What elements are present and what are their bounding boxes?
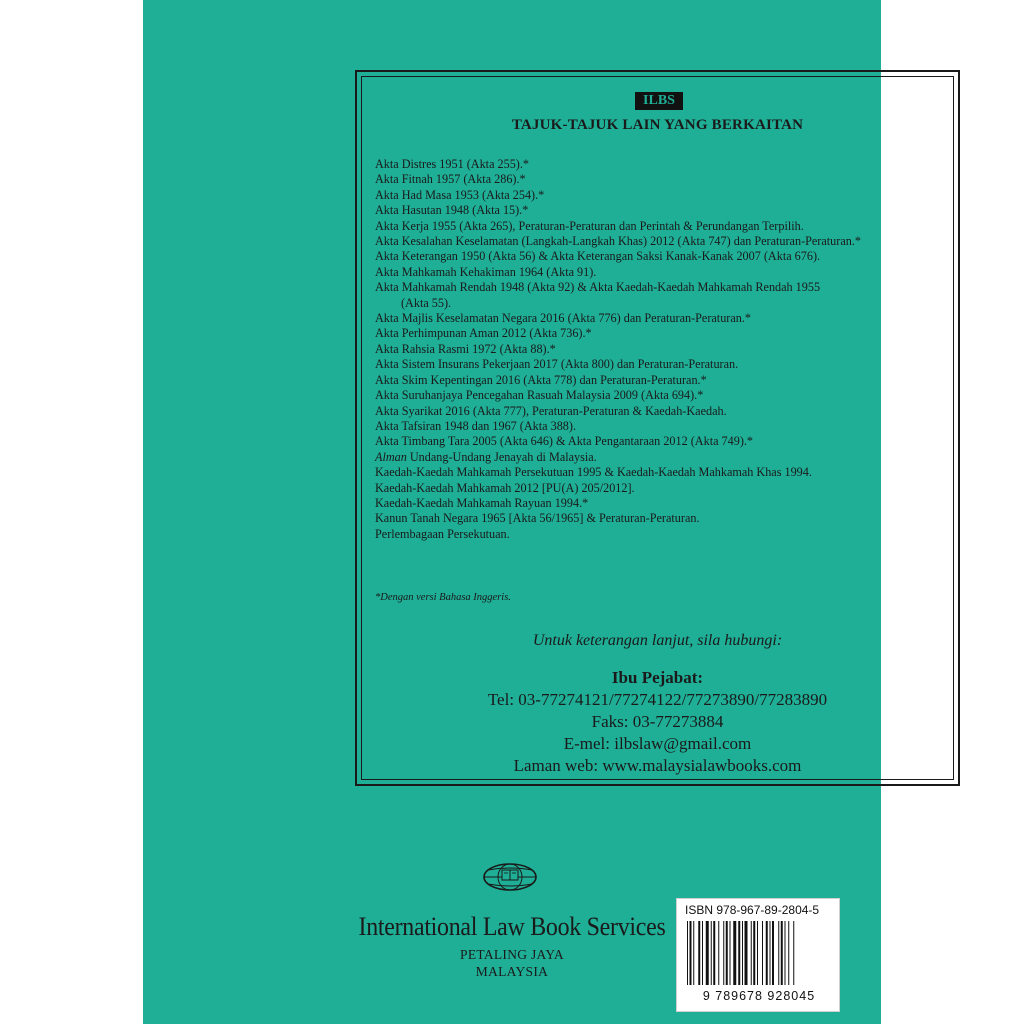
related-title-item [375,465,935,480]
related-title-text: Akta Skim Kepentingan 2016 (Akta 778) dan Peraturan-Peraturan.* [375,372,707,387]
related-title-text: Akta Distres 1951 (Akta 255).* [375,157,530,171]
related-title-text: Akta Tafsiran 1948 dan 1967 (Akta 388). [375,418,576,433]
related-title-item [375,249,935,264]
related-title-item [375,311,935,326]
related-title-text: Akta Timbang Tara 2005 (Akta 646) & Akta Pengantaraan 2012 (Akta 749).* [375,434,754,449]
related-title-item [375,203,935,218]
related-title-text: Akta Rahsia Rasmi 1972 (Akta 88).* [375,341,556,356]
website: Laman web: www.malaysialawbooks.com [513,756,802,775]
related-title-text: Akta Hasutan 1948 (Akta 15).* [375,203,529,218]
related-title-text: Akta Mahkamah Rendah 1948 (Akta 92) & Akta Kaedah-Kaedah Mahkamah Rendah 1955 [375,280,821,295]
isbn-label: ISBN 978-967-89-2804-5 [685,903,820,917]
related-title-item [375,496,935,511]
contact-intro: Untuk keterangan lanjut, sila hubungi: [532,632,783,649]
related-title-text: Akta Kerja 1955 (Akta 265), Peraturan-Peraturan dan Perintah & Perundangan Terpilih. [375,218,804,233]
related-title-text: Akta Mahkamah Kehakiman 1964 (Akta 91). [375,264,597,279]
related-title-item [375,172,935,187]
related-title-item [375,373,935,388]
related-title-item [375,342,935,357]
related-title-text: Akta Syarikat 2016 (Akta 777), Peraturan-Peraturan & Kaedah-Kaedah. [375,403,727,418]
related-title-item [375,511,935,526]
related-title-text: Akta Perhimpunan Aman 2012 (Akta 736).* [375,326,592,341]
related-title-item [375,326,935,341]
related-title-text: Perlembagaan Persekutuan. [375,526,510,541]
related-title-text: Akta Kesalahan Keselamatan (Langkah-Langkah Khas) 2012 (Akta 747) dan Peraturan-Peraturan.* [375,234,861,249]
related-title-italic: Alman [375,449,407,464]
related-title-text: Kaedah-Kaedah Mahkamah 2012 [PU(A) 205/2012]. [375,480,635,495]
barcode-icon [685,921,833,985]
related-title-text: Akta Majlis Keselamatan Negara 2016 (Akta 776) dan Peraturan-Peraturan.* [375,311,751,326]
related-title-text: Akta Sistem Insurans Pekerjaan 2017 (Akta 800) dan Peraturan-Peraturan. [375,357,739,372]
related-title-item [375,219,935,234]
english-version-note: *Dengan versi Bahasa Inggeris. [375,592,511,603]
ilbs-badge: ILBS [635,92,683,110]
isbn-barcode-box [676,898,840,1012]
related-title-item [375,280,935,311]
related-title-item [375,481,935,496]
related-title-item [375,234,935,249]
related-title-item [375,357,935,372]
related-title-item [375,419,935,434]
related-title-continuation: (Akta 55). [401,295,452,310]
related-title-text: Akta Fitnah 1957 (Akta 286).* [375,172,526,187]
fax: Faks: 03-77273884 [591,712,724,731]
contact-block [357,667,958,777]
related-title-item [375,450,935,465]
email: E-mel: ilbslaw@gmail.com [563,734,752,753]
related-title-text: Kanun Tanah Negara 1965 [Akta 56/1965] & Peraturan-Peraturan. [375,511,700,526]
barcode-digits: 9 789678 928045 [702,989,816,1003]
related-title-text: Undang-Undang Jenayah di Malaysia. [406,449,597,464]
section-heading: TAJUK-TAJUK LAIN YANG BERKAITAN [511,117,804,133]
related-titles-list [375,157,935,542]
related-title-text: Kaedah-Kaedah Mahkamah Rayuan 1994.* [375,495,589,510]
related-title-item [375,188,935,203]
related-title-text: Akta Keterangan 1950 (Akta 56) & Akta Keterangan Saksi Kanak-Kanak 2007 (Akta 676). [375,249,821,264]
publisher-city: PETALING JAYA [460,947,564,962]
related-titles-frame [355,70,960,786]
head-office-label: Ibu Pejabat: [611,668,704,687]
related-title-item [375,265,935,280]
publisher-logo-icon [482,862,538,892]
related-title-item [375,157,935,172]
publisher-location [340,946,684,980]
related-title-text: Akta Had Masa 1953 (Akta 254).* [375,187,545,202]
related-title-item [375,527,935,542]
telephone: Tel: 03-77274121/77274122/77273890/77283890 [487,690,828,709]
related-title-item [375,404,935,419]
related-title-item [375,388,935,403]
related-title-text: Akta Suruhanjaya Pencegahan Rasuah Malaysia 2009 (Akta 694).* [375,388,704,403]
related-title-text: Kaedah-Kaedah Mahkamah Persekutuan 1995 & Kaedah-Kaedah Mahkamah Khas 1994. [375,465,812,480]
related-title-item [375,434,935,449]
publisher-country: MALAYSIA [475,964,549,979]
publisher-name: International Law Book Services [358,912,666,941]
